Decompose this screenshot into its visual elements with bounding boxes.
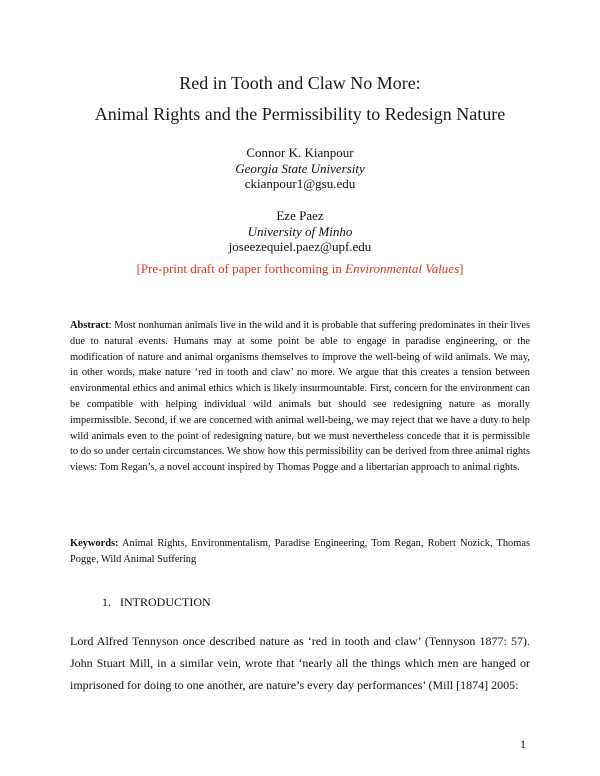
keywords-label: Keywords: bbox=[70, 538, 119, 549]
author-affiliation: Georgia State University bbox=[235, 160, 365, 176]
abstract-label: Abstract bbox=[70, 320, 109, 331]
author-email: joseezequiel.paez@upf.edu bbox=[228, 239, 372, 254]
author-email: ckianpour1@gsu.edu bbox=[244, 176, 356, 191]
preprint-suffix: ] bbox=[459, 261, 464, 276]
keywords bbox=[70, 536, 530, 568]
abstract-text: : Most nonhuman animals live in the wild and it is probable that suffering predominates in their lives due to natural events. Humans may at some point be able to engage in paradise engineering, or the modification of nature and animal organisms themselves to improve the well-being of wild animals. We may, in other words, make nature ‘red in tooth and claw’ no more. We argue that this creates a tension between environmental ethics and animal ethics which is likely insurmountable. First, concern for the environment can be compatible with helping individual wild animals but should see redesigning nature as morally impermissible. Second, if we are concerned with animal well-being, we may reject that we have a duty to help wild animals even to the point of redesigning nature, but we must nevertheless concede that it is permissible to do so under certain circumstances. We show how this permissibility can be derived from three animal rights views: Tom Regan’s, a novel account inspired by Thomas Pogge and a libertarian approach to animal rights. bbox=[70, 320, 530, 474]
author-name: Connor K. Kianpour bbox=[246, 145, 354, 160]
author-affiliation: University of Minho bbox=[247, 223, 353, 239]
preprint-journal: Environmental Values bbox=[345, 261, 460, 276]
body-paragraph: Lord Alfred Tennyson once described nature as ‘red in tooth and claw’ (Tennyson 1877: 57). John Stuart Mill, in a similar vein, wrote that ‘nearly all the things which men are hanged or imprisoned for doing to one another, are nature’s every day performances’ (Mill [1874] 2005: bbox=[70, 634, 530, 692]
author-block-2 bbox=[0, 208, 600, 255]
author-block-1 bbox=[0, 145, 600, 192]
section-heading: 1. INTRODUCTION bbox=[102, 595, 211, 609]
abstract bbox=[70, 318, 530, 476]
author-name: Eze Paez bbox=[276, 208, 324, 223]
preprint-prefix: [Pre-print draft of paper forthcoming in bbox=[136, 261, 346, 276]
paper-title-line-1: Red in Tooth and Claw No More: bbox=[179, 73, 421, 93]
keywords-text: Animal Rights, Environmentalism, Paradise Engineering, Tom Regan, Robert Nozick, Thomas Pogge, Wild Animal Suffering bbox=[70, 538, 530, 565]
paper-title-line-2: Animal Rights and the Permissibility to Redesign Nature bbox=[94, 104, 506, 124]
preprint-notice bbox=[0, 261, 600, 277]
page-number: 1 bbox=[520, 737, 526, 751]
